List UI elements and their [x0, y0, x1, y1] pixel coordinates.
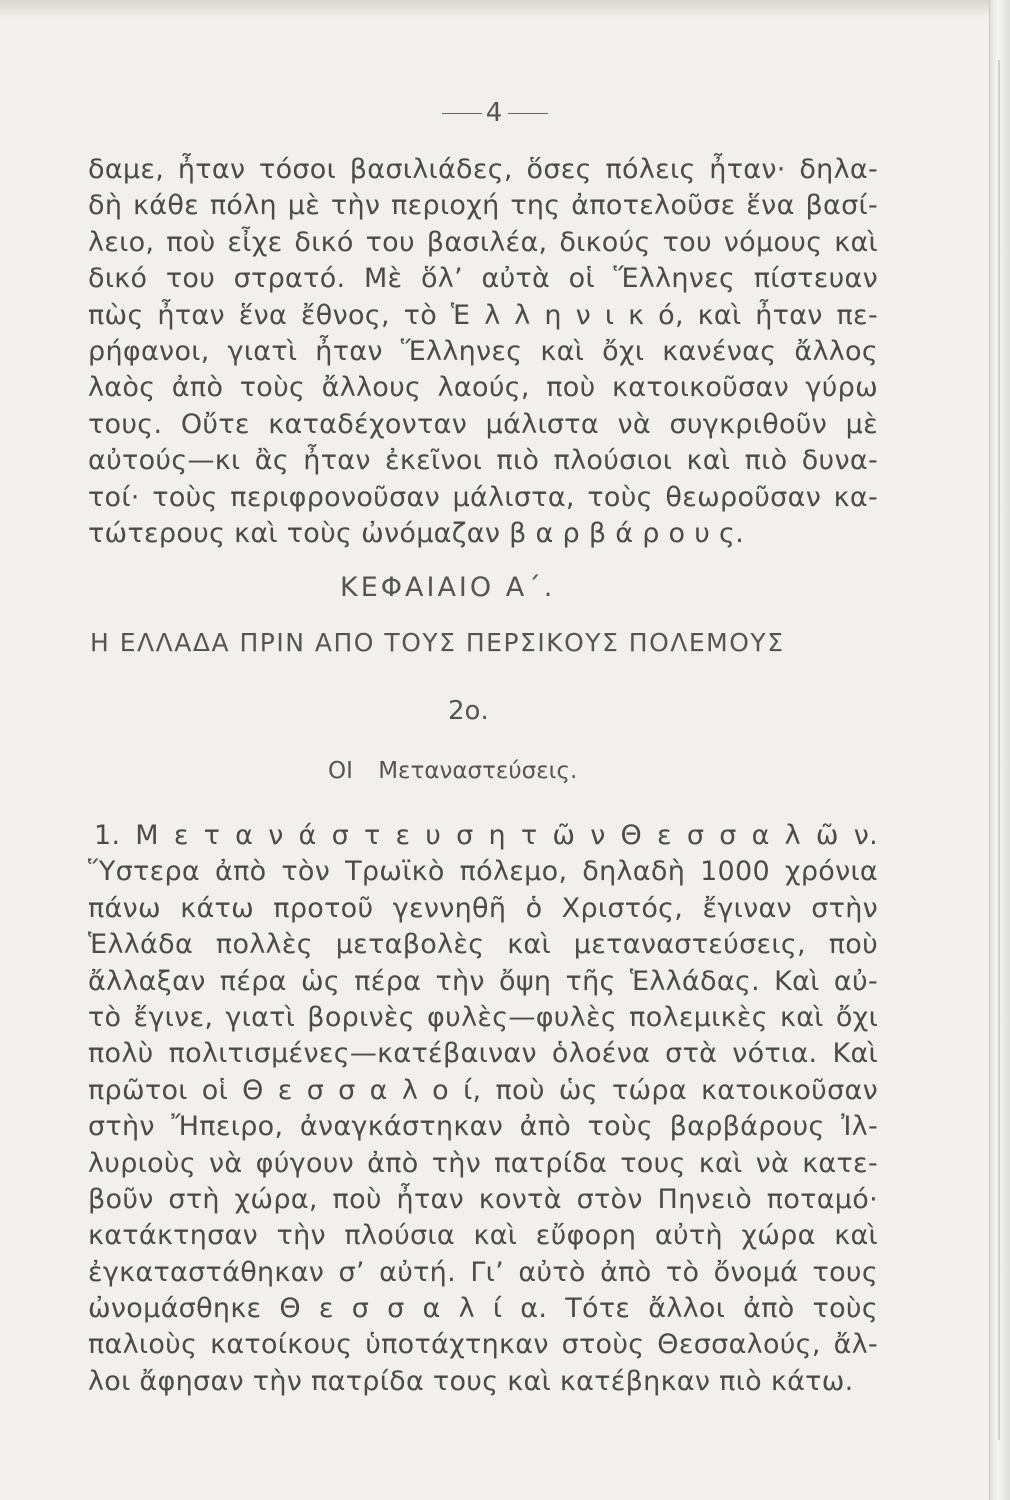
text-line: ἐγκαταστάθηκαν σ’ αὐτή. Γι’ αὐτὸ ἀπὸ τὸ ὄνομά τους: [88, 1256, 878, 1288]
text-line: Ὕστερα ἀπὸ τὸν Τρωϊκὸ πόλεμο, δηλαδὴ 1000 χρόνια: [88, 856, 878, 888]
text-line: 1. Μ ε τ α ν ά σ τ ε υ σ η τ ῶ ν Θ ε σ σ α λ ῶ ν.: [94, 820, 878, 851]
text-line: αὐτούς—κι ἂς ἦταν ἐκεῖνοι πιὸ πλούσιοι καὶ πιὸ δυνα-: [88, 445, 878, 477]
section-title: ΟΙ Μεταναστεύσεις.: [328, 758, 578, 784]
text-line: πρῶτοι οἱ Θ ε σ σ α λ ο ί, ποὺ ὡς τώρα κατοικοῦσαν: [88, 1074, 878, 1106]
page-top-shadow: [0, 0, 990, 18]
text-line: τοί· τοὺς περιφρονοῦσαν μάλιστα, τοὺς θεωροῦσαν κα-: [88, 481, 878, 513]
text-line: τὸ ἔγινε, γιατὶ βορινὲς φυλὲς—φυλὲς πολεμικὲς καὶ ὄχι: [88, 1001, 878, 1033]
text-line: παλιοὺς κατοίκους ὑποτάχτηκαν στοὺς Θεσσαλούς, ἄλ-: [88, 1329, 878, 1361]
page-edge: [989, 0, 1010, 1500]
text-line: δικό του στρατό. Μὲ ὅλ’ αὐτὰ οἱ Ἕλληνες πίστευαν: [88, 263, 878, 295]
text-line: δαμε, ἦταν τόσοι βασιλιάδες, ὅσες πόλεις ἦταν· δηλα-: [88, 154, 878, 185]
section-number: 2ο.: [448, 696, 489, 726]
chapter-title: Η ΕΛΛΑΔΑ ΠΡΙΝ ΑΠΟ ΤΟΥΣ ΠΕΡΣΙΚΟΥΣ ΠΟΛΕΜΟΥΣ: [90, 628, 785, 657]
text-line: ἄλλαξαν πέρα ὡς πέρα τὴν ὄψη τῆς Ἑλλάδας. Καὶ αὐ-: [88, 965, 878, 997]
text-line: τώτερους καὶ τοὺς ὠνόμαζαν β α ρ β ά ρ ο υ ς.: [88, 517, 745, 549]
text-line: ρήφανοι, γιατὶ ἦταν Ἕλληνες καὶ ὄχι κανένας ἄλλος: [88, 335, 878, 367]
text-line: πάνω κάτω προτοῦ γεννηθῆ ὁ Χριστός, ἔγιναν στὴν: [88, 892, 878, 924]
text-line: Ἑλλάδα πολλὲς μεταβολὲς καὶ μεταναστεύσεις, ποὺ: [88, 929, 878, 961]
text-line: λοι ἄφησαν τὴν πατρίδα τους καὶ κατέβηκαν πιὸ κάτω.: [88, 1365, 854, 1397]
text-line: ὠνομάσθηκε Θ ε σ σ α λ ί α. Τότε ἄλλοι ἀπὸ τοὺς: [88, 1293, 878, 1325]
text-line: τους. Οὔτε καταδέχονταν μάλιστα νὰ συγκριθοῦν μὲ: [88, 408, 878, 440]
text-line: βοῦν στὴ χώρα, ποὺ ἦταν κοντὰ στὸν Πηνειὸ ποταμό·: [88, 1183, 878, 1215]
text-line: κατάκτησαν τὴν πλούσια καὶ εὔφορη αὐτὴ χώρα καὶ: [88, 1220, 878, 1252]
paragraph-1: [88, 152, 878, 552]
text-line: στὴν Ἤπειρο, ἀναγκάστηκαν ἀπὸ τοὺς βαρβάρους Ἰλ-: [88, 1111, 878, 1143]
page-number: 4: [0, 98, 990, 128]
text-line: πὼς ἦταν ἕνα ἔθνος, τὸ Ἑ λ λ η ν ι κ ό, καὶ ἦταν πε-: [88, 299, 878, 331]
text-line: δὴ κάθε πόλη μὲ τὴν περιοχή της ἀποτελοῦσε ἕνα βασί-: [88, 190, 878, 222]
chapter-label: ΚΕΦΑΙΑΙΟ Α΄.: [340, 572, 556, 603]
paragraph-2: [88, 818, 878, 1400]
text-line: πολὺ πολιτισμένες—κατέβαιναν ὁλοένα στὰ νότια. Καὶ: [88, 1038, 878, 1070]
text-line: λαὸς ἀπὸ τοὺς ἄλλους λαούς, ποὺ κατοικοῦσαν γύρω: [88, 372, 878, 404]
text-line: λειο, ποὺ εἶχε δικό του βασιλέα, δικούς του νόμους καὶ: [88, 226, 878, 258]
text-line: λυριοὺς νὰ φύγουν ἀπὸ τὴν πατρίδα τους καὶ νὰ κατε-: [88, 1147, 878, 1179]
